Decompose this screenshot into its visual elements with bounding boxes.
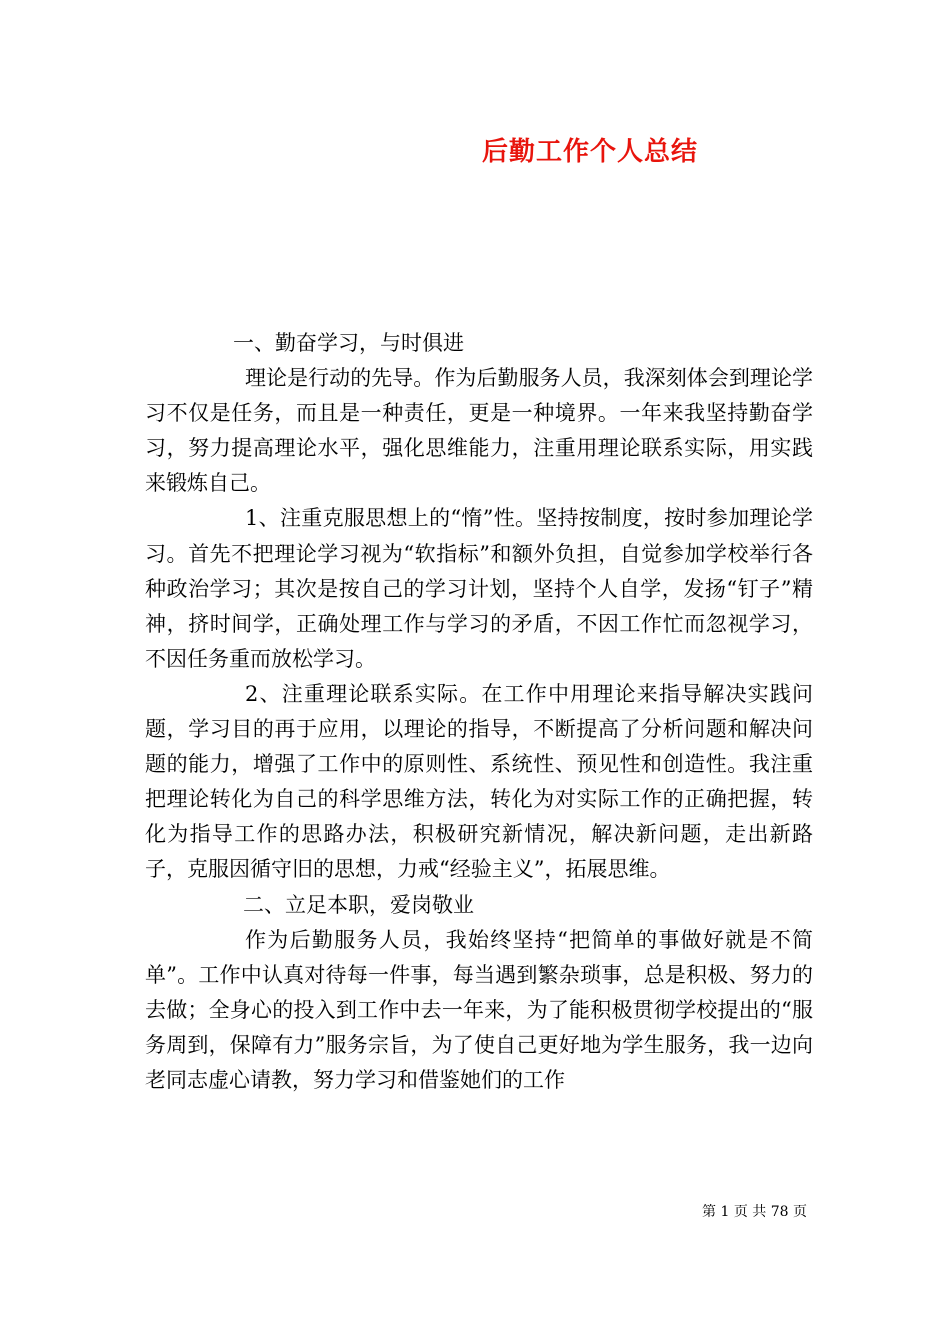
document-title: 后勤工作个人总结 <box>481 137 698 167</box>
section1-point2-paragraph: 2、注重理论联系实际。在工作中用理论来指导解决实践问题，学习目的再于应用，以理论的指导，不断提高了分析问题和解决问题的能力，增强了工作中的原则性、系统性、预见性和创造性。我注重把理论转化为自己的科学思维方法，转化为对实际工作的正确把握，转化为指导工作的思路办法，积极研究新情况，解决新问题，走出新路子，克服因循守旧的思想，力戒“经验主义”，拓展思维。 <box>145 681 813 882</box>
section2-heading: 二、立足本职，爱岗敬业 <box>243 892 474 917</box>
document-body <box>145 326 813 1098</box>
section2-intro-paragraph: 作为后勤服务人员，我始终坚持“把简单的事做好就是不简单”。工作中认真对待每一件事，每当遇到繁杂琐事，总是积极、努力的去做；全身心的投入到工作中去一年来，为了能积极贯彻学校提出的“服务周到，保障有力”服务宗旨，为了使自己更好地为学生服务，我一边向老同志虚心请教，努力学习和借鉴她们的工作 <box>145 927 813 1092</box>
section1-heading: 一、勤奋学习，与时俱进 <box>233 331 464 355</box>
section1-intro-paragraph: 理论是行动的先导。作为后勤服务人员，我深刻体会到理论学习不仅是任务，而且是一种责任，更是一种境界。一年来我坚持勤奋学习，努力提高理论水平，强化思维能力，注重用理论联系实际，用实践来锻炼自己。 <box>145 366 813 496</box>
section1-point1-paragraph: 1、注重克服思想上的“惰”性。坚持按制度，按时参加理论学习。首先不把理论学习视为“软指标”和额外负担，自觉参加学校举行各种政治学习；其次是按自己的学习计划，坚持个人自学，发扬“钉子”精神，挤时间学，正确处理工作与学习的矛盾，不因工作忙而忽视学习，不因任务重而放松学习。 <box>145 506 813 671</box>
page-number-footer: 第 1 页 共 78 页 <box>702 1204 807 1220</box>
